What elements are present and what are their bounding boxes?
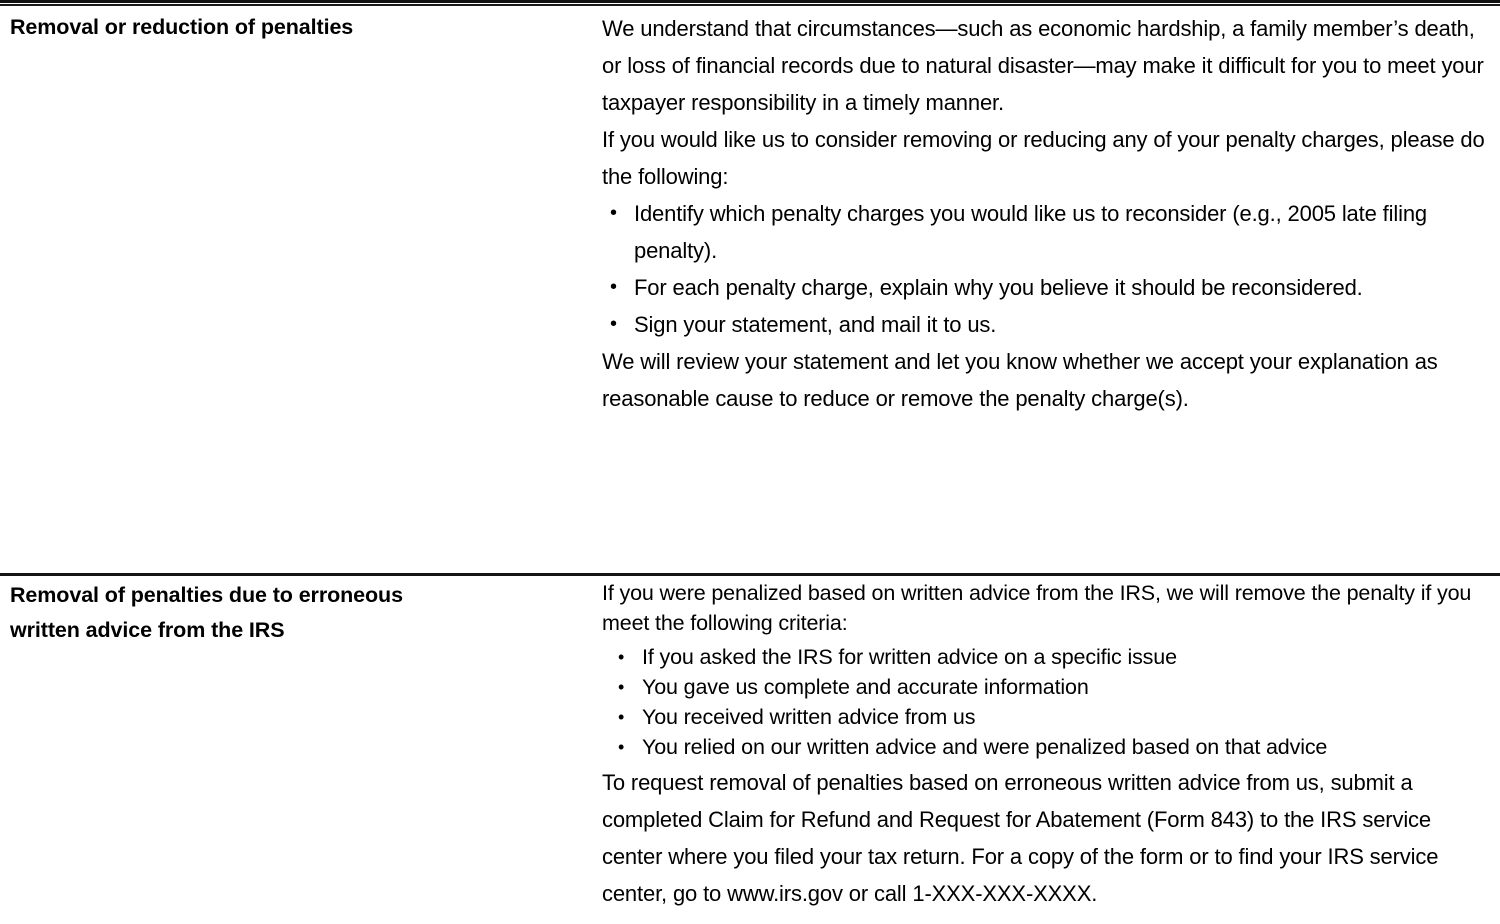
row-label-penalty-removal: Removal or reduction of penalties: [10, 15, 354, 39]
paragraph-review-statement: We will review your statement and let you know whether we accept your explanation as reasonable cause to reduce or remove the penalty charge(s).: [602, 349, 1438, 411]
list-item: • For each penalty charge, explain why you believe it should be reconsidered.: [602, 269, 1492, 306]
list-item: • You gave us complete and accurate information: [602, 672, 1492, 702]
bullet-list-erroneous-advice-criteria: [602, 642, 1492, 762]
list-item: • Identify which penalty charges you would like us to reconsider (e.g., 2005 late filing penalty).: [602, 195, 1492, 269]
row-label-cell-penalty-removal: [10, 10, 570, 44]
list-item: • You relied on our written advice and were penalized based on that advice: [602, 732, 1492, 762]
row-body-cell-erroneous-advice: [602, 578, 1492, 912]
paragraph-penalized-written-advice: If you were penalized based on written advice from the IRS, we will remove the penalty if you meet the following criteria:: [602, 581, 1472, 635]
list-item: • You received written advice from us: [602, 702, 1492, 732]
row-label-erroneous-advice-line-1: Removal of penalties due to erroneous: [10, 583, 403, 607]
list-item: • If you asked the IRS for written advice on a specific issue: [602, 642, 1492, 672]
row-label-cell-erroneous-advice: [10, 578, 570, 648]
bullet-list-penalty-steps: [602, 195, 1492, 343]
row-body-cell-penalty-removal: [602, 10, 1492, 417]
row-label-erroneous-advice-line-2: written advice from the IRS: [10, 618, 285, 642]
paragraph-request-removal-form-843: To request removal of penalties based on erroneous written advice from us, submit a completed Claim for Refund and Request for Abatement (Form 843) to the IRS service center where you filed your tax return. For a copy of the form or to find your IRS service center, go to www.irs.gov or call 1-XXX-XXX-XXXX.: [602, 770, 1439, 906]
paragraph-circumstances: We understand that circumstances—such as economic hardship, a family member’s death, or loss of financial records due to natural disaster—may make it difficult for you to meet your taxpayer responsibility in a timely manner.: [602, 16, 1484, 115]
table-row-divider: [0, 573, 1500, 576]
table-top-border: [0, 0, 1500, 4]
paragraph-consider-removing: If you would like us to consider removing or reducing any of your penalty charges, please do the following:: [602, 127, 1485, 189]
list-item: • Sign your statement, and mail it to us.: [602, 306, 1492, 343]
